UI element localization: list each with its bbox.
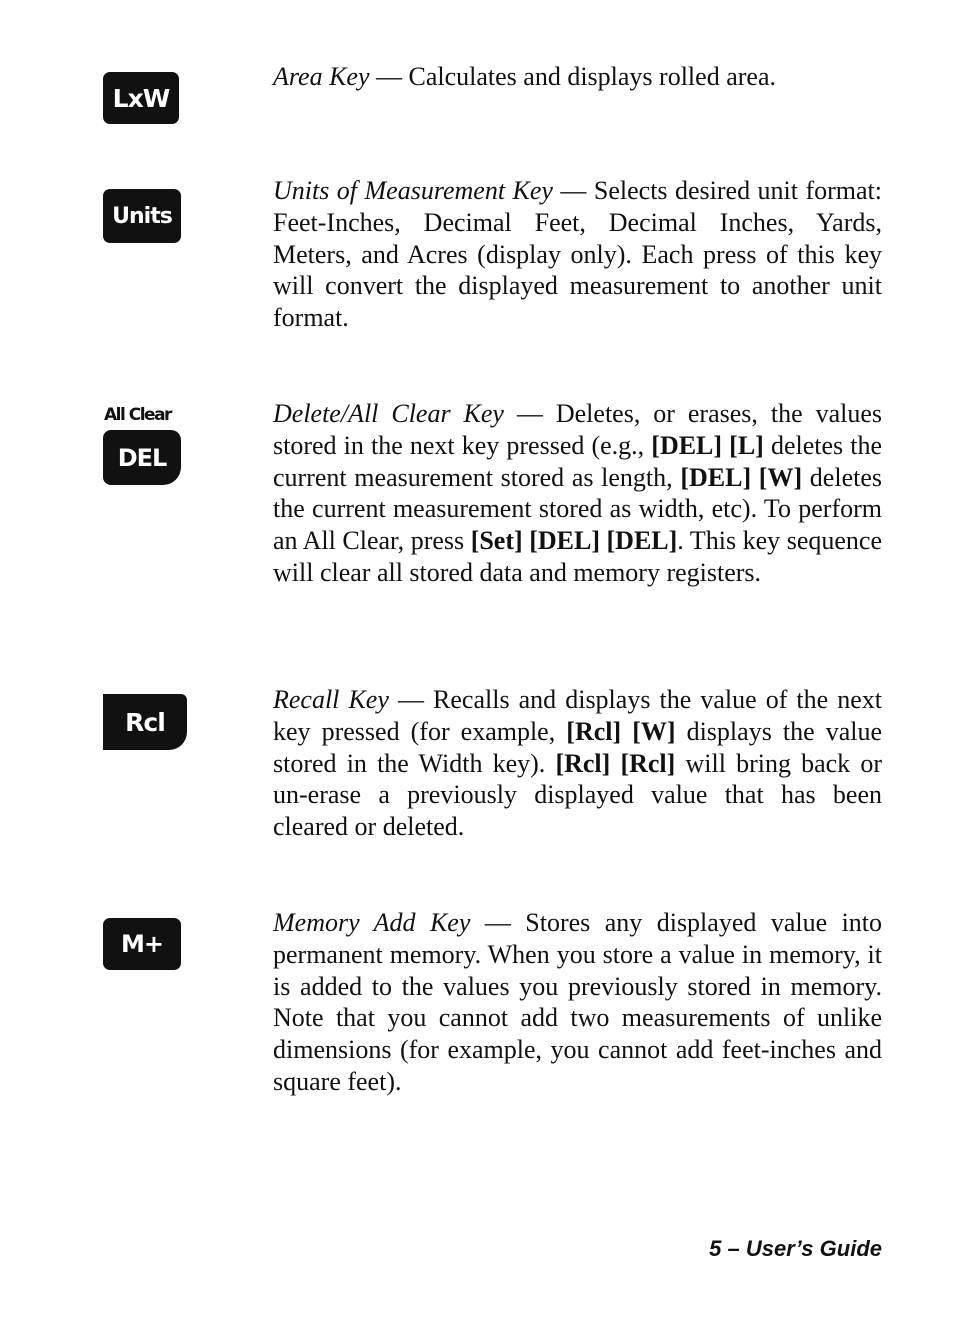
page-footer: 5 – User’s Guide — [709, 1236, 882, 1261]
recall-key-text-3: will bring back or un-erase a previously displayed value that has been cleared or deleted. — [273, 748, 882, 842]
delete-key-text-4: . This key sequence will clear all stored data and memory registers. — [273, 526, 882, 587]
memory-add-key-text: Stores any displayed value into permanent memory. When you store a value in memory, it is added to the values you previously stored in memory. Note that you cannot add two measurements of unlike dimensions (for example, you cannot add feet-inches and square feet). — [273, 908, 883, 1096]
delete-key-example-2: [DEL] [W] — [680, 462, 803, 492]
dash: — — [552, 176, 594, 205]
delete-key-text-1: Deletes, or erases, the values stored in the next key pressed (e.g., — [273, 399, 882, 460]
delete-key-icon: DEL — [103, 430, 181, 485]
recall-key-text-2: displays the value stored in the Width key). — [273, 716, 882, 778]
units-key-description — [273, 175, 882, 334]
area-key-description — [273, 61, 882, 93]
recall-key-example-1: [Rcl] [W] — [566, 716, 676, 746]
delete-key-example-1: [DEL] [L] — [651, 430, 764, 460]
recall-key-description — [273, 684, 882, 843]
delete-key-description — [273, 398, 882, 589]
recall-key-icon: Rcl — [103, 694, 187, 750]
recall-key-text-1: Recalls and displays the value of the next key pressed (for example, — [273, 685, 883, 746]
dash: — — [503, 399, 556, 428]
units-key-icon: Units — [103, 189, 181, 243]
memory-add-key-icon: M+ — [103, 918, 181, 970]
units-key-text: Selects desired unit format: Feet-Inches, Decimal Feet, Decimal Inches, Yards, Meters, and Acres (display only). Each press of this key will convert the displayed measurement to another unit format. — [273, 176, 882, 333]
recall-key-example-2: [Rcl] [Rcl] — [555, 748, 676, 778]
memory-add-key-description — [273, 907, 882, 1098]
area-key-text: Calculates and displays rolled area. — [408, 62, 776, 91]
memory-add-key-name: Memory Add Key — [273, 908, 471, 937]
area-key-name: Area Key — [273, 62, 370, 91]
dash: — — [369, 62, 409, 91]
dash: — — [388, 685, 434, 714]
all-clear-label: All Clear — [104, 405, 171, 425]
delete-key-example-3: [Set] [DEL] [DEL] — [470, 526, 678, 556]
units-key-name: Units of Measurement Key — [273, 176, 553, 205]
recall-key-name: Recall Key — [273, 685, 389, 714]
delete-key-text-3: deletes the current measurement stored as width, etc). To perform an All Clear, press — [273, 462, 882, 556]
area-key-icon: LxW — [103, 72, 179, 124]
dash: — — [470, 908, 526, 937]
delete-key-name: Delete/All Clear Key — [273, 399, 504, 428]
delete-key-text-2: deletes the current measurement stored as length, — [273, 430, 882, 492]
